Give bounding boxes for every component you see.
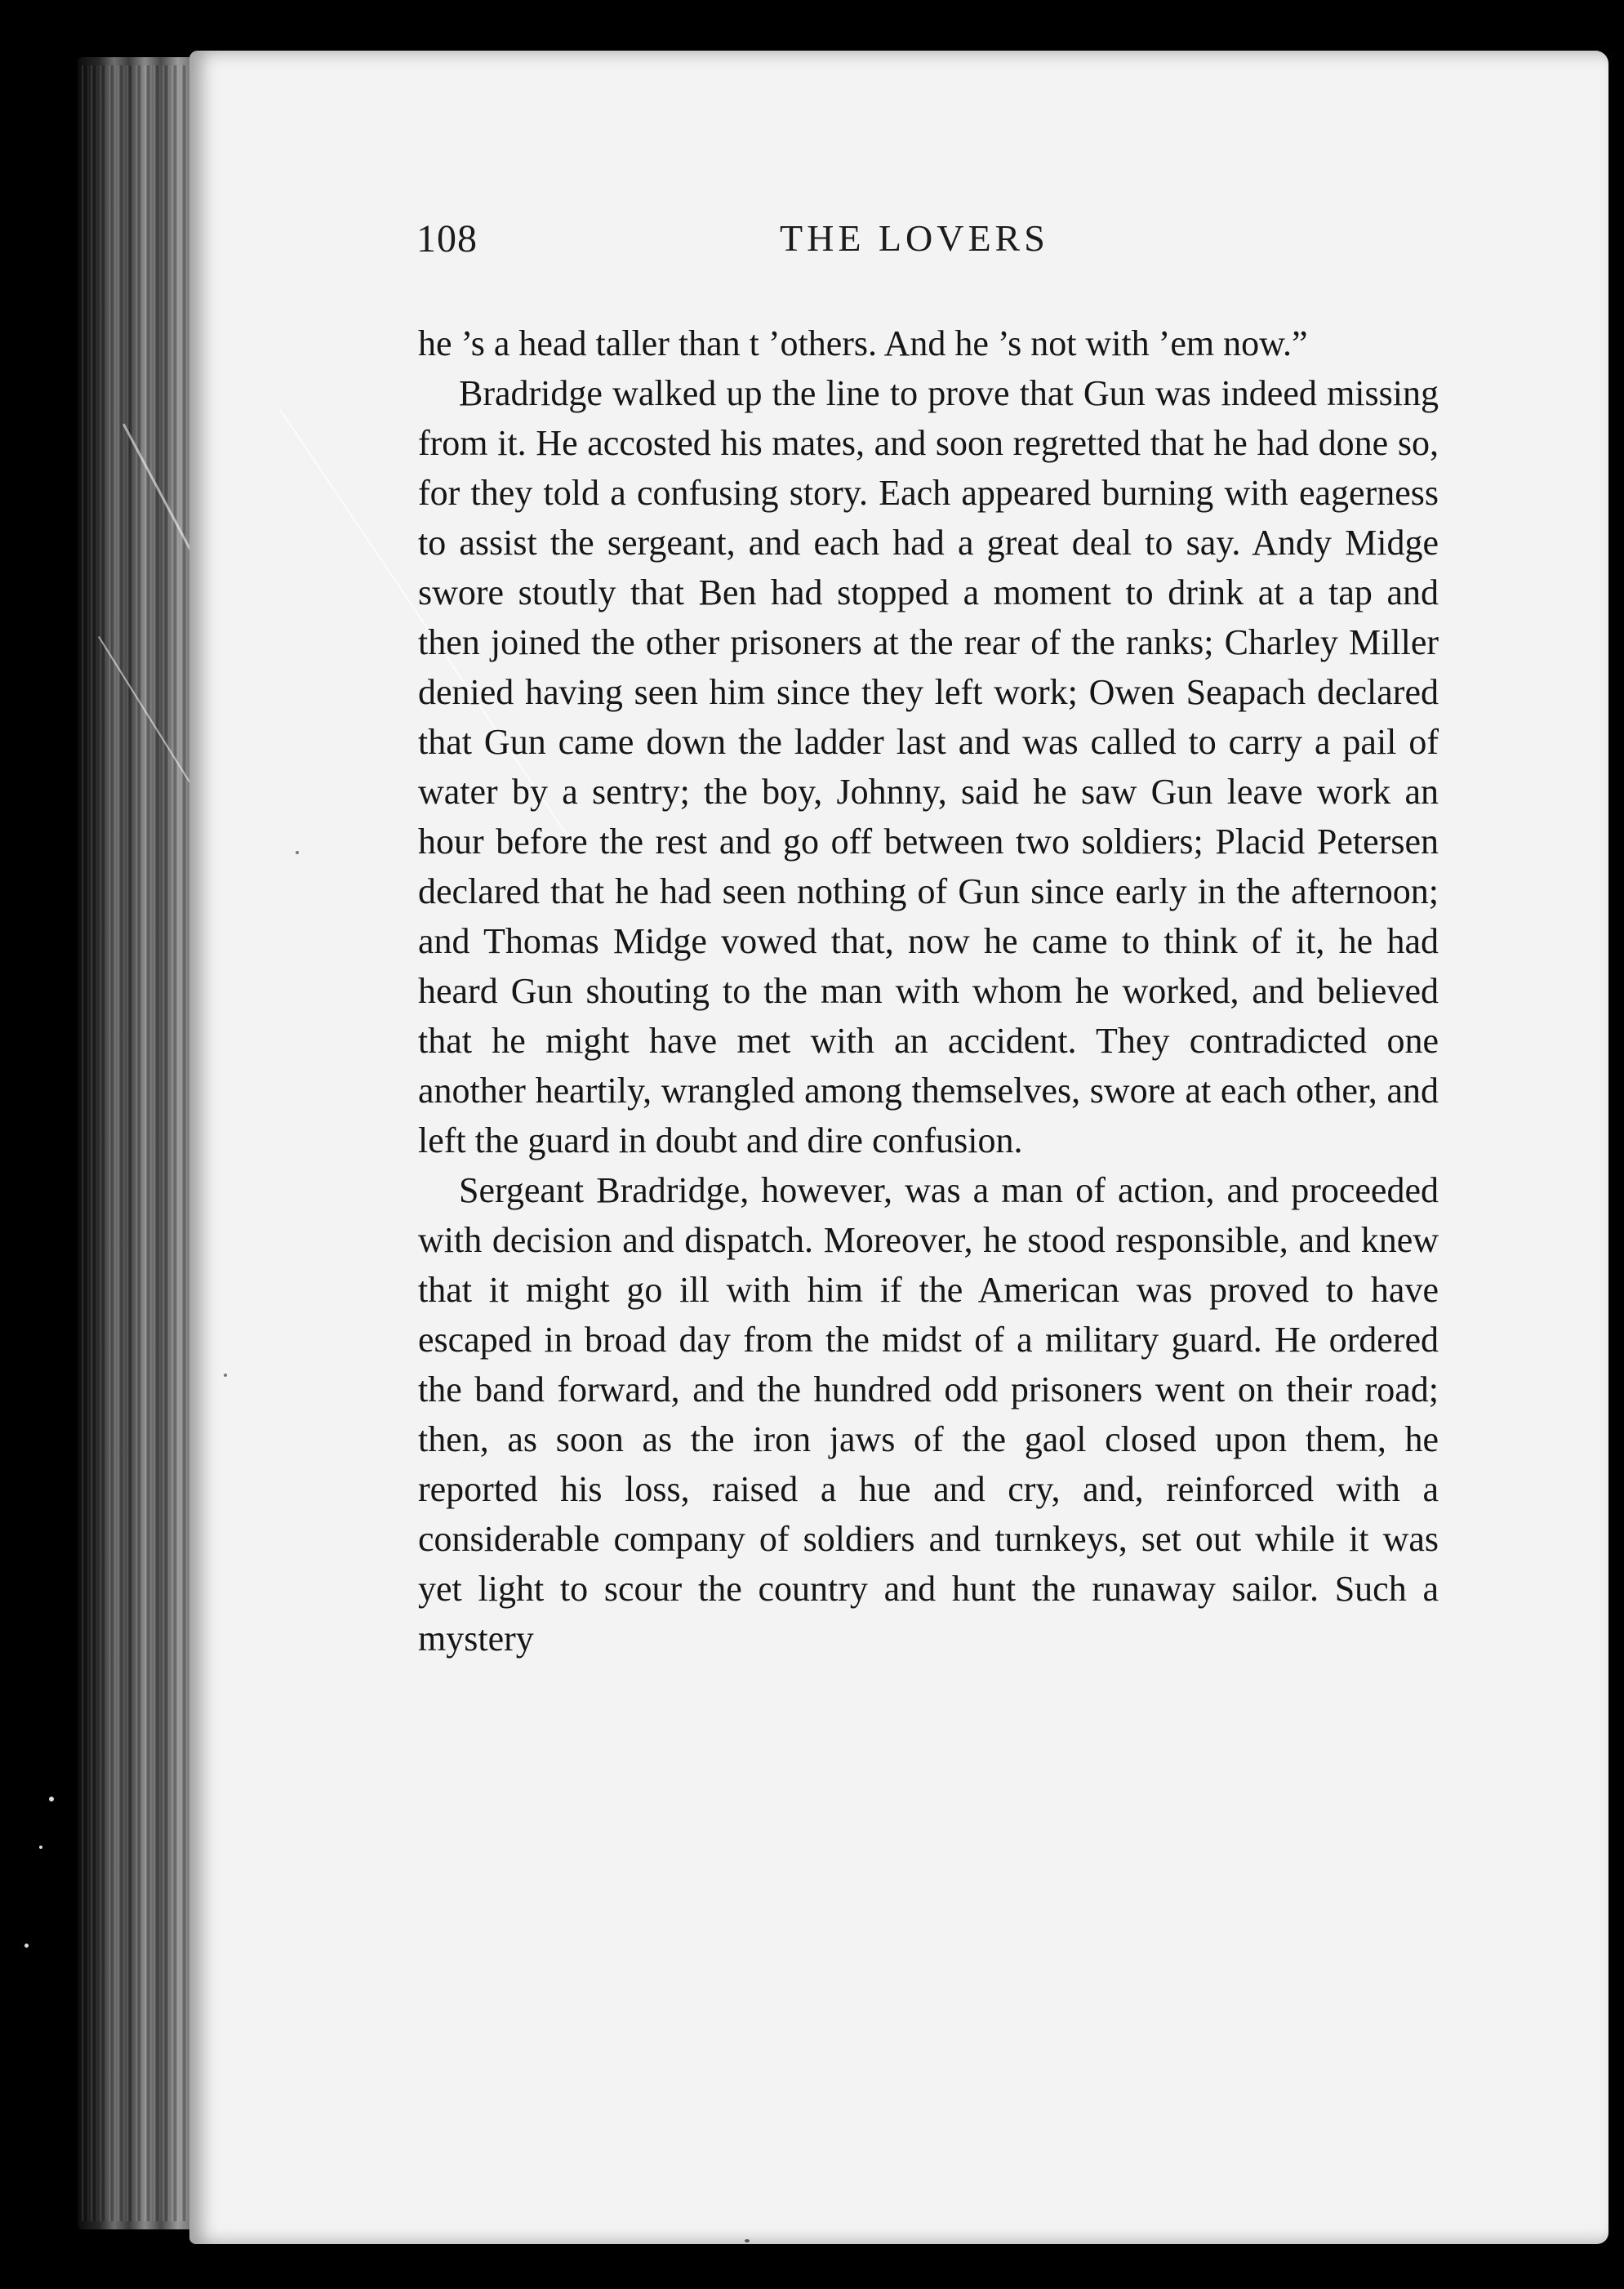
paragraph: he ’s a head taller than t ’others. And he ’s not with ’em now.” xyxy=(418,323,1308,363)
page-number: 108 xyxy=(416,217,478,261)
page-speck xyxy=(296,851,299,854)
scan-speck xyxy=(39,1846,42,1849)
body-text xyxy=(418,318,1439,1663)
paragraph: Sergeant Bradridge, however, was a man of action, and proceeded with decision and dispatch. Moreover, he stood responsible, and knew that it might go ill with him if the American was proved to have escaped in broad day from the midst of a military guard. He ordered the band forward, and the hundred odd prisoners went on their road; then, as soon as the iron jaws of the gaol closed upon them, he reported his loss, raised a hue and cry, and, reinforced with a considerable company of soldiers and turnkeys, set out while it was yet light to scour the country and hunt the runaway sailor. Such a mystery xyxy=(418,1170,1439,1659)
running-head: THE LOVERS xyxy=(780,217,1049,259)
scan-speck xyxy=(49,1797,54,1801)
paragraph: Bradridge walked up the line to prove that Gun was indeed missing from it. He accosted his mates, and soon regretted that he had done so, for they told a confusing story. Each appeared burning with eagerness to assist the sergeant, and each had a great deal to say. Andy Midge swore stoutly that Ben had stopped a moment to drink at a tap and then joined the other prisoners at the rear of the ranks; Charley Miller denied having seen him since they left work; Owen Seapach declared that Gun came down the ladder last and was called to carry a pail of water by a sentry; the boy, Johnny, said he saw Gun leave work an hour before the rest and go off between two soldiers; Placid Petersen declared that he had seen nothing of Gun since early in the afternoon; and Thomas Midge vowed that, now he came to think of it, he had heard Gun shouting to the man with whom he worked, and believed that he might have met with an accident. They contradicted one another heartily, wrangled among themselves, swore at each other, and left the guard in doubt and dire confusion. xyxy=(418,373,1439,1160)
page-header xyxy=(416,216,1445,274)
binding-texture xyxy=(82,65,196,2221)
page-speck xyxy=(745,2239,750,2242)
scan-speck xyxy=(24,1944,29,1948)
page-speck xyxy=(224,1374,227,1377)
